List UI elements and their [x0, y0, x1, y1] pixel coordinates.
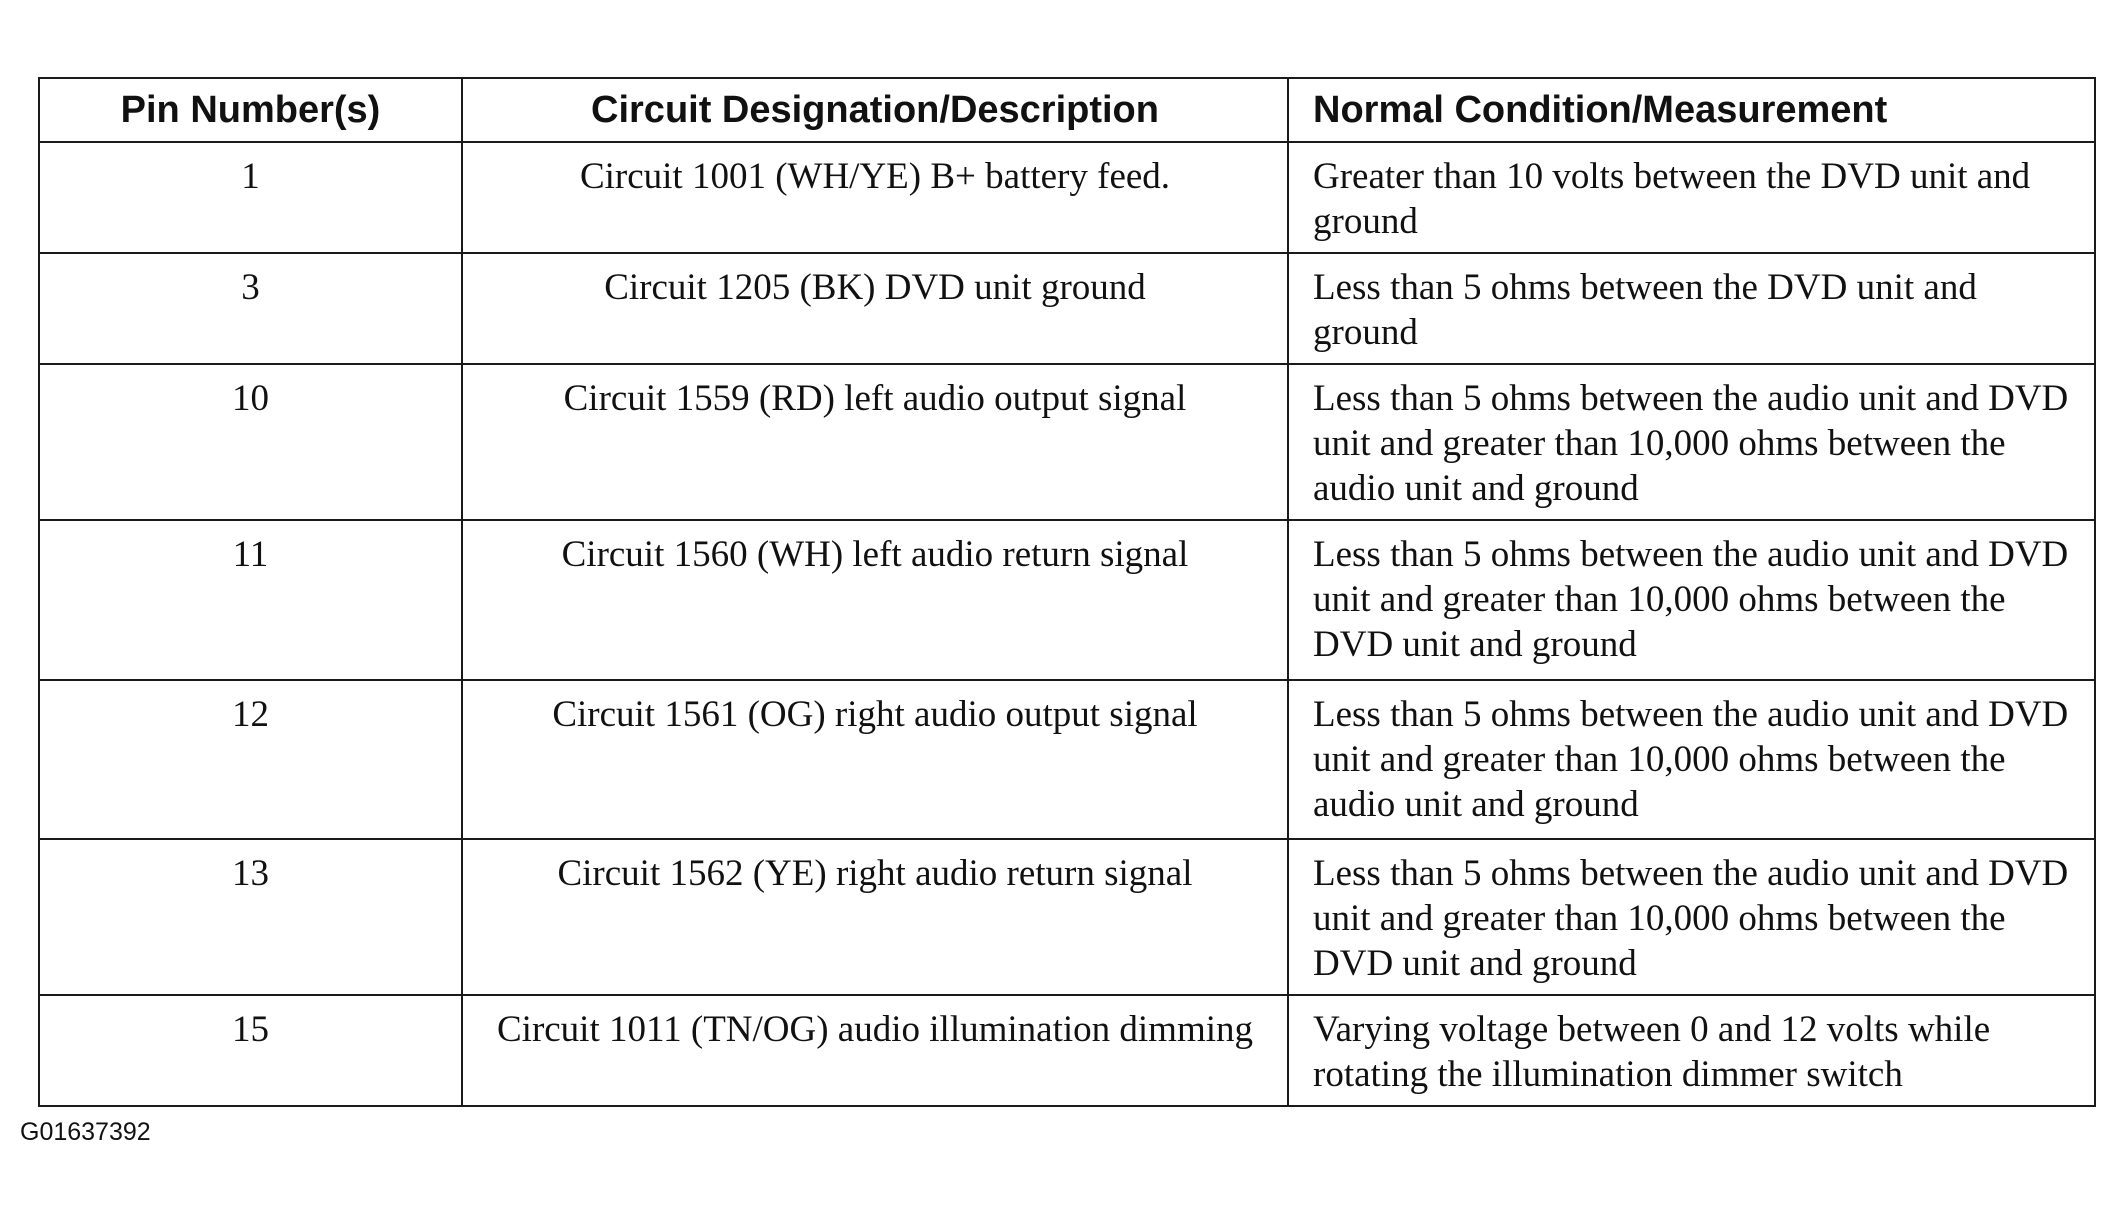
table-header-row [39, 78, 2095, 142]
measurement-cell: Less than 5 ohms between the DVD unit and ground [1288, 253, 2095, 364]
table-row [39, 839, 2095, 995]
pin-cell: 10 [39, 364, 462, 520]
circuit-cell: Circuit 1001 (WH/YE) B+ battery feed. [462, 142, 1288, 253]
pin-cell: 1 [39, 142, 462, 253]
measurement-cell: Less than 5 ohms between the audio unit and DVD unit and greater than 10,000 ohms between the audio unit and ground [1288, 364, 2095, 520]
circuit-cell: Circuit 1561 (OG) right audio output signal [462, 680, 1288, 839]
table-row [39, 680, 2095, 839]
pin-cell: 3 [39, 253, 462, 364]
table-row [39, 520, 2095, 680]
table-row [39, 364, 2095, 520]
table-row [39, 995, 2095, 1106]
measurement-cell: Greater than 10 volts between the DVD unit and ground [1288, 142, 2095, 253]
circuit-cell: Circuit 1011 (TN/OG) audio illumination dimming [462, 995, 1288, 1106]
table-row [39, 253, 2095, 364]
pin-cell: 13 [39, 839, 462, 995]
measurement-cell: Varying voltage between 0 and 12 volts while rotating the illumination dimmer switch [1288, 995, 2095, 1106]
pin-cell: 15 [39, 995, 462, 1106]
circuit-cell: Circuit 1205 (BK) DVD unit ground [462, 253, 1288, 364]
header-circuit-description: Circuit Designation/Description [462, 78, 1288, 142]
header-pin-numbers: Pin Number(s) [39, 78, 462, 142]
figure-id-label: G01637392 [20, 1118, 151, 1146]
pin-cell: 11 [39, 520, 462, 680]
measurement-cell: Less than 5 ohms between the audio unit and DVD unit and greater than 10,000 ohms between the audio unit and ground [1288, 680, 2095, 839]
pin-circuit-table [38, 77, 2096, 1107]
circuit-cell: Circuit 1560 (WH) left audio return signal [462, 520, 1288, 680]
table-row [39, 142, 2095, 253]
pin-cell: 12 [39, 680, 462, 839]
circuit-cell: Circuit 1559 (RD) left audio output signal [462, 364, 1288, 520]
header-normal-condition: Normal Condition/Measurement [1288, 78, 2095, 142]
circuit-cell: Circuit 1562 (YE) right audio return signal [462, 839, 1288, 995]
measurement-cell: Less than 5 ohms between the audio unit and DVD unit and greater than 10,000 ohms between the DVD unit and ground [1288, 520, 2095, 680]
measurement-cell: Less than 5 ohms between the audio unit and DVD unit and greater than 10,000 ohms between the DVD unit and ground [1288, 839, 2095, 995]
